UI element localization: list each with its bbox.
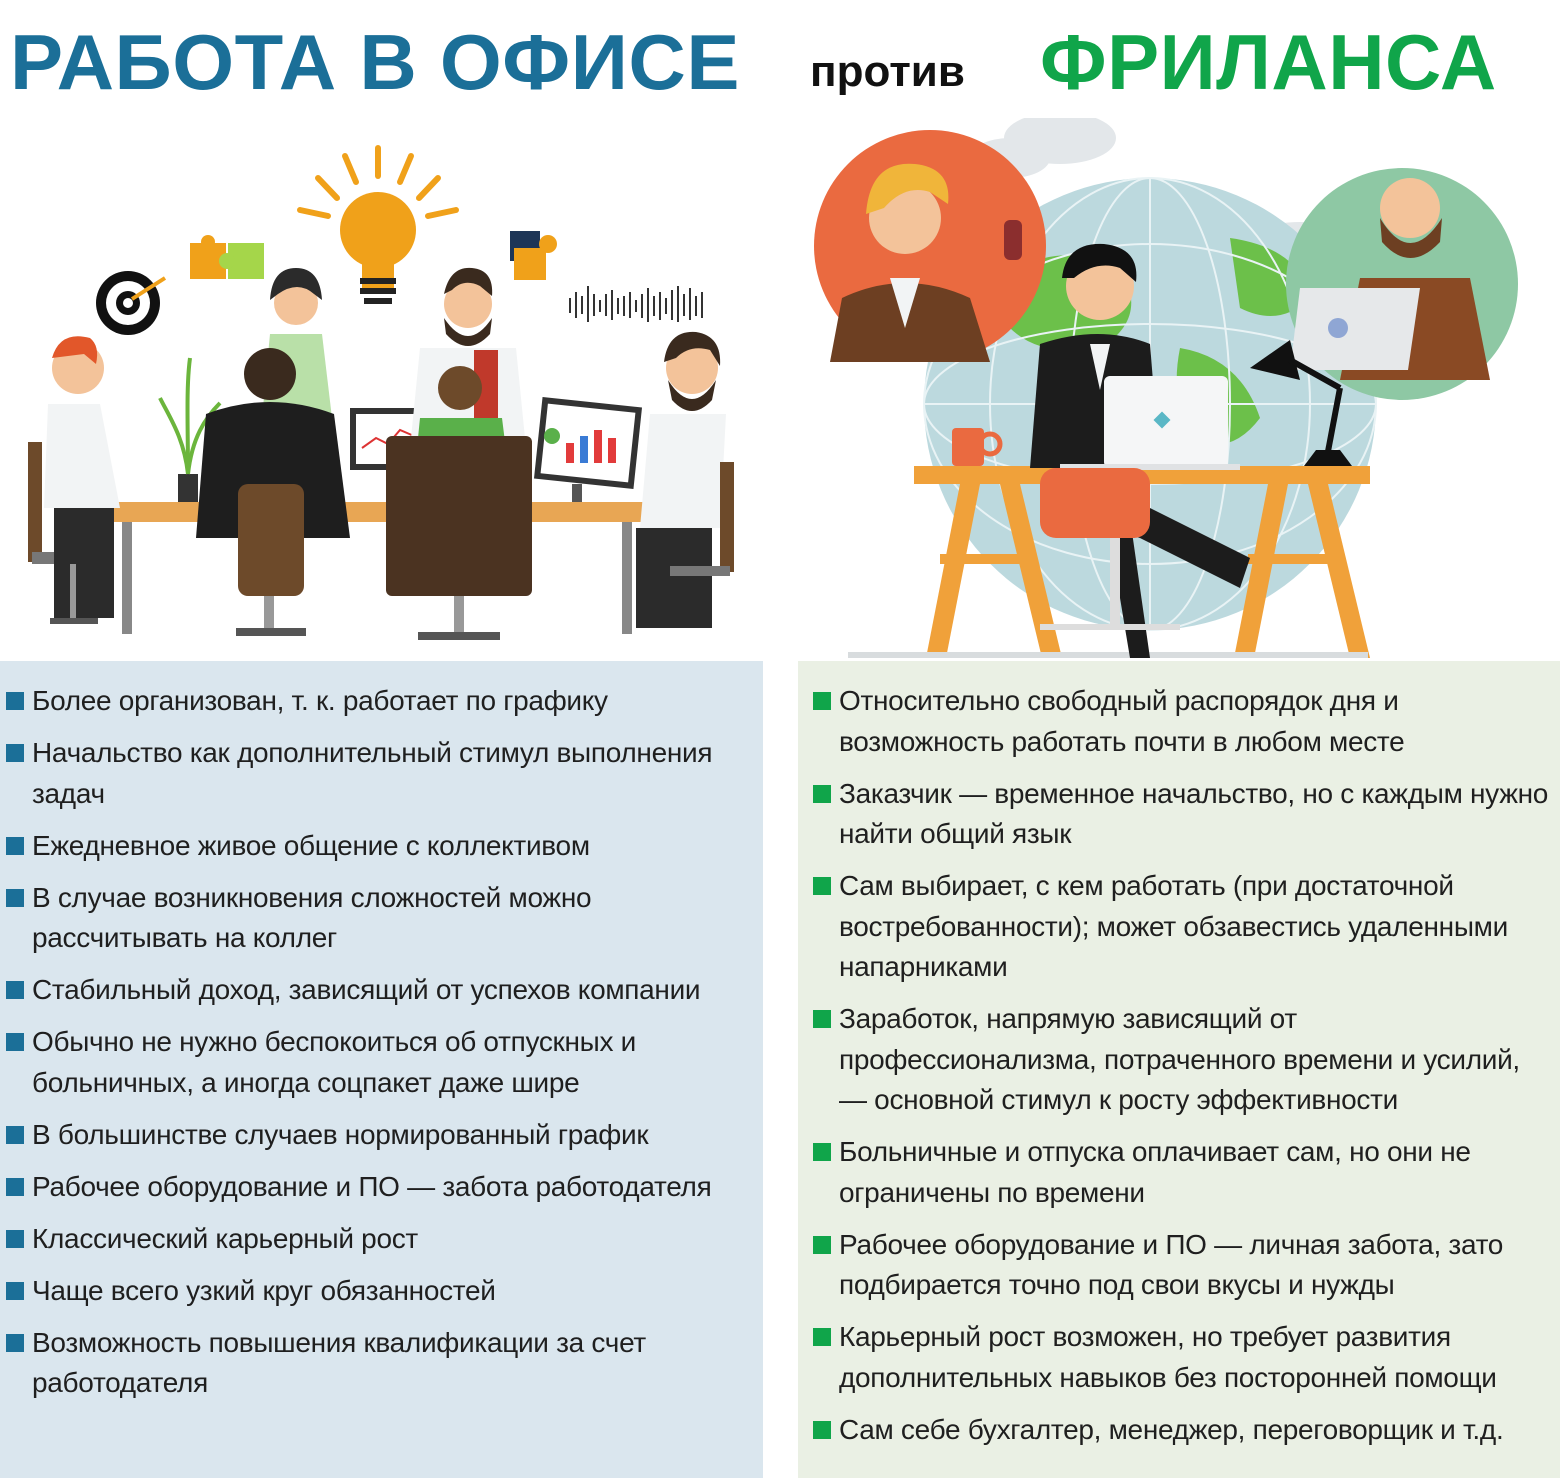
- bullet-square-icon: [6, 1126, 24, 1144]
- office-item: [0, 826, 763, 867]
- bullet-square-icon: [6, 1282, 24, 1300]
- page-title: [10, 14, 1553, 110]
- bullet-square-icon: [6, 981, 24, 999]
- bullet-square-icon: [6, 692, 24, 710]
- office-item: [0, 681, 763, 722]
- office-desk-icon: [108, 502, 648, 634]
- bullet-square-icon: [813, 785, 831, 803]
- target-icon: [96, 271, 165, 335]
- freelance-item-text: Заработок, напрямую зависящий от профессионализма, потраченного времени и усилий, — основной стимул к росту эффективности: [839, 1003, 1520, 1115]
- freelance-item: [798, 1410, 1560, 1451]
- office-item-text: Стабильный доход, зависящий от успехов компании: [32, 974, 701, 1005]
- office-item-text: Классический карьерный рост: [32, 1222, 418, 1254]
- freelance-advantages-panel: [798, 661, 1560, 1478]
- office-item-text: В случае возникновения сложностей можно рассчитывать на коллег: [32, 881, 592, 953]
- puzzle-piece-icon: [510, 231, 557, 280]
- office-item-text: Более организован, т. к. работает по графику: [32, 685, 608, 716]
- freelance-item-text: Сам выбирает, с кем работать (при достаточной востребованности); может обзавестись удаленными напарниками: [839, 870, 1508, 982]
- bullet-square-icon: [6, 1178, 24, 1196]
- freelance-item-text: Заказчик — временное начальство, но с каждым нужно найти общий язык: [839, 777, 1549, 849]
- bullet-square-icon: [813, 1236, 831, 1254]
- freelance-item-text: Карьерный рост возможен, но требует развития дополнительных навыков без посторонней помощи: [839, 1321, 1497, 1393]
- bullet-square-icon: [813, 1328, 831, 1346]
- office-item-text: Чаще всего узкий круг обязанностей: [32, 1274, 496, 1306]
- freelance-item: [798, 1317, 1560, 1398]
- freelance-item: [798, 1132, 1560, 1213]
- office-worker-left-icon: [28, 336, 120, 624]
- office-item-text: В большинстве случаев нормированный график: [32, 1118, 649, 1150]
- title-office: РАБОТА В ОФИСЕ: [10, 18, 740, 106]
- office-worker-right-icon: [636, 332, 734, 628]
- freelance-item: [798, 681, 1560, 762]
- office-item: [0, 970, 763, 1011]
- office-item-text: Возможность повышения квалификации за счет работодателя: [32, 1326, 646, 1398]
- office-item-text: Начальство как дополнительный стимул выполнения задач: [32, 737, 713, 809]
- bullet-square-icon: [6, 1033, 24, 1051]
- bullet-square-icon: [813, 1143, 831, 1161]
- freelance-item: [798, 774, 1560, 855]
- freelance-item: [798, 999, 1560, 1121]
- bullet-square-icon: [813, 1010, 831, 1028]
- office-item-text: Рабочее оборудование и ПО — забота работодателя: [32, 1170, 712, 1202]
- office-advantages-panel: [0, 661, 763, 1478]
- bullet-square-icon: [6, 1230, 24, 1248]
- freelance-scene-illustration: [814, 118, 1518, 658]
- freelance-item-text: Больничные и отпуска оплачивает сам, но они не ограничены по времени: [839, 1136, 1471, 1208]
- freelance-item: [798, 1225, 1560, 1306]
- office-item: [0, 1115, 763, 1156]
- office-item: [0, 1323, 763, 1404]
- bullet-square-icon: [6, 744, 24, 762]
- audio-wave-icon: [570, 286, 702, 322]
- office-item: [0, 733, 763, 814]
- illustration-area: [0, 118, 1563, 663]
- freelance-item-text: Относительно свободный распорядок дня и возможность работать почти в любом месте: [839, 685, 1405, 757]
- office-scene-illustration: [28, 148, 734, 640]
- freelance-item: [798, 866, 1560, 988]
- client-avatar-right-icon: [1286, 168, 1518, 400]
- office-item-text: Обычно не нужно беспокоиться об отпускных и больничных, а иногда соцпакет даже шире: [32, 1026, 637, 1098]
- client-avatar-left-icon: [814, 130, 1046, 362]
- freelance-item-text: Сам себе бухгалтер, менеджер, переговорщик и т.д.: [839, 1413, 1504, 1445]
- office-item: [0, 1167, 763, 1208]
- bullet-square-icon: [6, 1334, 24, 1352]
- puzzle-icon: [190, 235, 264, 279]
- office-item-text: Ежедневное живое общение с коллективом: [32, 829, 590, 861]
- bullet-square-icon: [813, 692, 831, 710]
- monitor-chart-icon: [534, 397, 642, 502]
- title-versus: против: [810, 47, 965, 96]
- office-chair-icon: [386, 436, 532, 640]
- bullet-square-icon: [6, 889, 24, 907]
- bullet-square-icon: [813, 1421, 831, 1439]
- office-item: [0, 1219, 763, 1260]
- lightbulb-icon: [300, 148, 456, 304]
- office-item: [0, 1271, 763, 1312]
- title-freelance: ФРИЛАНСА: [1040, 18, 1497, 106]
- office-item: [0, 878, 763, 959]
- bullet-square-icon: [6, 837, 24, 855]
- freelance-item-text: Рабочее оборудование и ПО — личная забота, зато подбирается точно под свои вкусы и нужды: [839, 1228, 1504, 1300]
- office-item: [0, 1022, 763, 1103]
- bullet-square-icon: [813, 877, 831, 895]
